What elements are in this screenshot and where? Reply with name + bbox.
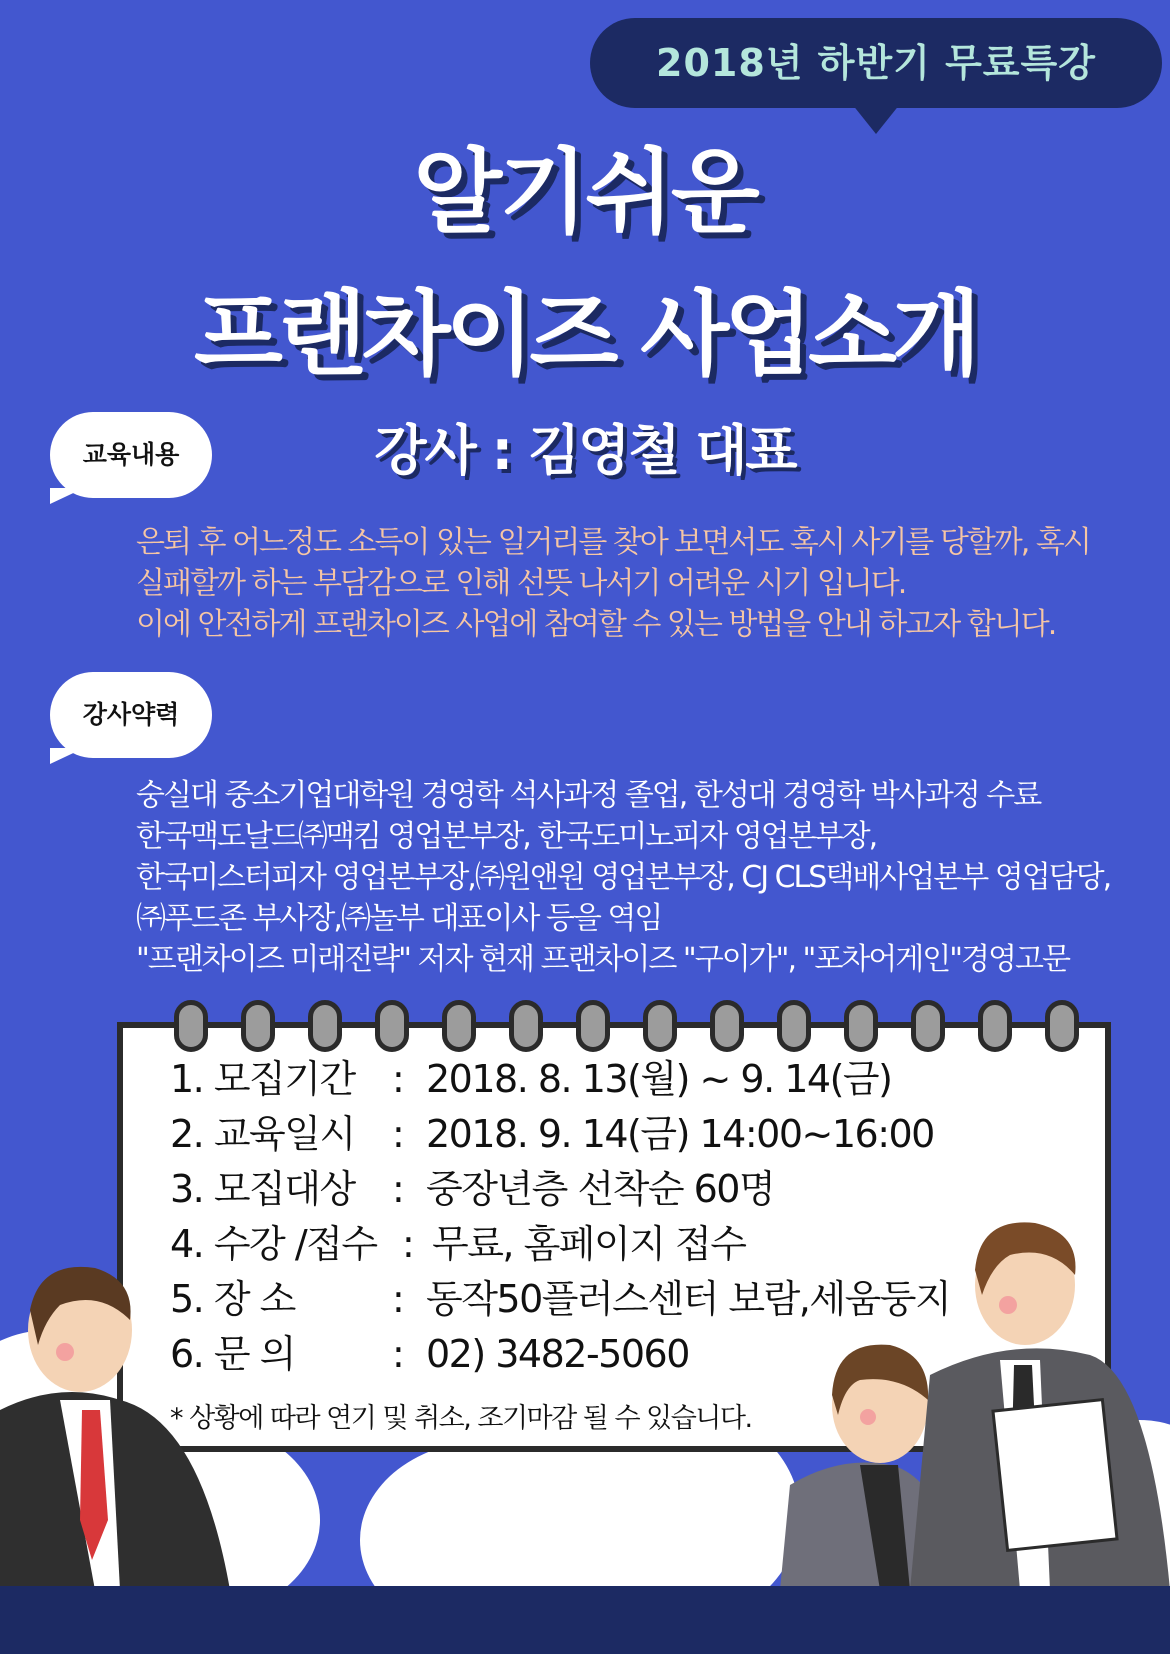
detail-colon: : [402, 1222, 414, 1266]
career-line: 한국맥도날드㈜맥킴 영업본부장, 한국도미노피자 영업본부장, [136, 819, 877, 854]
ring-binding-icon [710, 1000, 744, 1052]
ring-binding-icon [844, 1000, 878, 1052]
detail-value: 2018. 8. 13(월) ~ 9. 14(금) [426, 1057, 892, 1101]
career-line: ㈜푸드존 부사장,㈜놀부 대표이사 등을 역임 [136, 901, 662, 936]
title-line-1: 알기쉬운 [413, 139, 757, 246]
ring-binding-icon [978, 1000, 1012, 1052]
ring-binding-icon [375, 1000, 409, 1052]
detail-colon: : [392, 1112, 404, 1156]
notice-footnote: * 상황에 따라 연기 및 취소, 조기마감 될 수 있습니다. [170, 1403, 752, 1434]
lecturer-name: 강사 : 김영철 대표 [374, 419, 796, 482]
detail-label: 4. 수강 /접수 [170, 1222, 377, 1266]
ring-binding-icon [1045, 1000, 1079, 1052]
detail-value: 2018. 9. 14(금) 14:00~16:00 [426, 1112, 934, 1156]
career-line: 숭실대 중소기업대학원 경영학 석사과정 졸업, 한성대 경영학 박사과정 수료 [136, 778, 1041, 813]
businessman-left-illustration [0, 1260, 240, 1590]
ring-binding-icon [576, 1000, 610, 1052]
education-line: 은퇴 후 어느정도 소득이 있는 일거리를 찾아 보면서도 혹시 사기를 당할까, 혹시 [136, 525, 1090, 560]
career-line: 한국미스터피자 영업본부장,㈜원앤원 영업본부장, CJ CLS택배사업본부 영업담당, [136, 860, 1111, 895]
footer-bar [0, 1586, 1170, 1654]
detail-label: 1. 모집기간 [170, 1057, 355, 1101]
ring-binding-icon [442, 1000, 476, 1052]
ring-binding-icon [308, 1000, 342, 1052]
detail-colon: : [392, 1057, 404, 1101]
career-paragraph [136, 775, 1110, 980]
banner-bubble-tail [852, 104, 900, 134]
detail-colon: : [392, 1277, 404, 1321]
education-line: 이에 안전하게 프랜차이즈 사업에 참여할 수 있는 방법을 안내 하고자 합니다. [136, 607, 1056, 642]
education-line: 실패할까 하는 부담감으로 인해 선뜻 나서기 어려운 시기 입니다. [136, 566, 906, 601]
detail-value: 02) 3482-5060 [426, 1332, 689, 1376]
ring-binding-icon [911, 1000, 945, 1052]
detail-label: 6. 문 의 [170, 1332, 295, 1376]
banner-text: 2018년 하반기 무료특강 [656, 41, 1096, 85]
title-line-2: 프랜차이즈 사업소개 [194, 281, 976, 388]
detail-colon: : [392, 1332, 404, 1376]
detail-value: 무료, 홈페이지 접수 [432, 1222, 746, 1266]
education-paragraph [136, 522, 1090, 645]
detail-label: 5. 장 소 [170, 1277, 295, 1321]
career-label: 강사약력 [82, 700, 180, 729]
detail-value: 중장년층 선착순 60명 [426, 1167, 775, 1211]
detail-label: 3. 모집대상 [170, 1167, 355, 1211]
ring-binding-icon [241, 1000, 275, 1052]
ring-binding-icon [777, 1000, 811, 1052]
ring-binding-icon [509, 1000, 543, 1052]
ring-binding-icon [643, 1000, 677, 1052]
businessman-right-illustration [900, 1215, 1170, 1590]
detail-value: 동작50플러스센터 보람,세움둥지 [426, 1277, 951, 1321]
education-label: 교육내용 [82, 440, 180, 469]
detail-colon: : [392, 1167, 404, 1211]
detail-label: 2. 교육일시 [170, 1112, 355, 1156]
career-line: "프랜차이즈 미래전략" 저자 현재 프랜차이즈 "구이가", "포차어게인"경영고문 [136, 942, 1069, 977]
ring-binding-icon [174, 1000, 208, 1052]
